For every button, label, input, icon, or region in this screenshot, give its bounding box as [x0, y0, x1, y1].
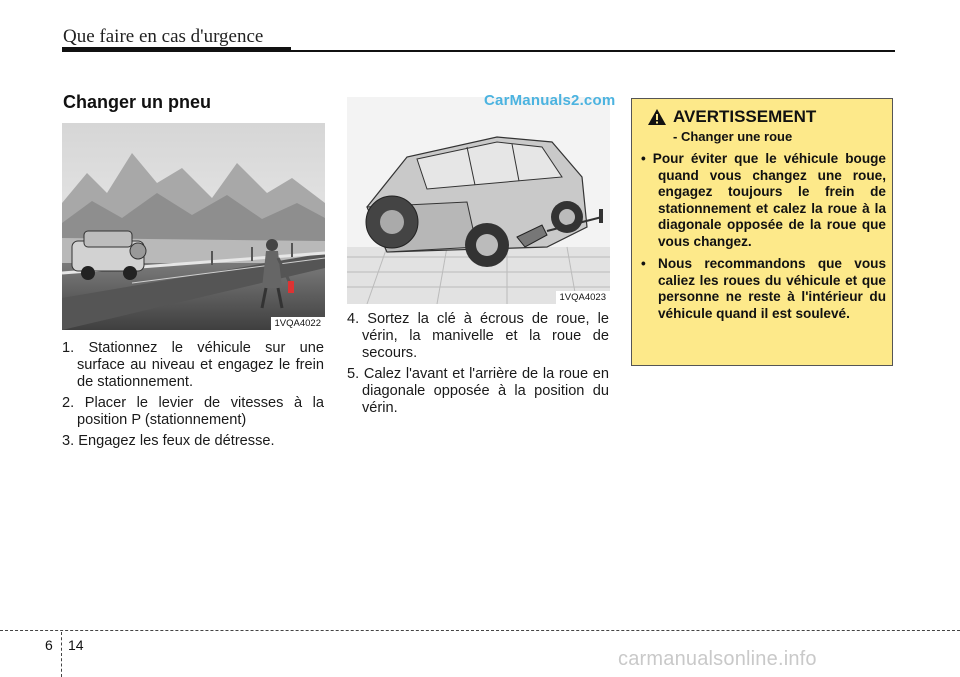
- footer-divider: [61, 632, 62, 677]
- header-rule-thick: [62, 47, 291, 52]
- roadside-car-illustration: [62, 123, 325, 330]
- page-header-title: Que faire en cas d'urgence: [63, 26, 264, 47]
- footer-watermark: carmanualsonline.info: [618, 648, 817, 670]
- roadside-scene-drawing: [62, 123, 325, 330]
- list-item: 5. Calez l'avant et l'arrière de la roue en diagonale opposée à la position du vérin.: [347, 366, 609, 416]
- warning-subheading: - Changer une roue: [673, 129, 793, 144]
- carmanuals-watermark: CarManuals2.com: [484, 92, 616, 109]
- figure-code-1: 1VQA4022: [271, 317, 325, 330]
- chapter-number: 6: [45, 637, 53, 653]
- page-number: 14: [68, 637, 84, 653]
- list-item: 1. Stationnez le véhicule sur une surface au niveau et engagez le frein de stationnement.: [62, 340, 324, 390]
- warning-triangle-icon: [647, 108, 667, 131]
- list-item: 4. Sortez la clé à écrous de roue, le vérin, la manivelle et la roue de secours.: [347, 311, 609, 361]
- warning-heading: AVERTISSEMENT: [673, 107, 817, 126]
- list-item: • Pour éviter que le véhicule bouge quand vous changez une roue, engagez toujours le frein de stationnement et calez la roue à la diagonale opposée de la roue que vous changez.: [641, 151, 886, 249]
- steps-list-column-1: [62, 340, 324, 454]
- jacked-suv-drawing: [347, 97, 610, 304]
- figure-code-2: 1VQA4023: [556, 291, 610, 304]
- list-item: 2. Placer le levier de vitesses à la position P (stationnement): [62, 395, 324, 428]
- list-item: 3. Engagez les feux de détresse.: [62, 433, 275, 449]
- jacked-suv-illustration: [347, 97, 610, 304]
- warning-box: [631, 98, 893, 366]
- list-item: • Nous recommandons que vous caliez les roues du véhicule et que personne ne reste à l'intérieur du véhicule quand il est soulevé.: [641, 256, 886, 321]
- steps-list-column-2: [347, 311, 609, 421]
- footer-rule: [0, 630, 960, 631]
- section-title: Changer un pneu: [63, 92, 211, 112]
- warning-list: [641, 151, 886, 328]
- header-rule-thin: [291, 50, 895, 52]
